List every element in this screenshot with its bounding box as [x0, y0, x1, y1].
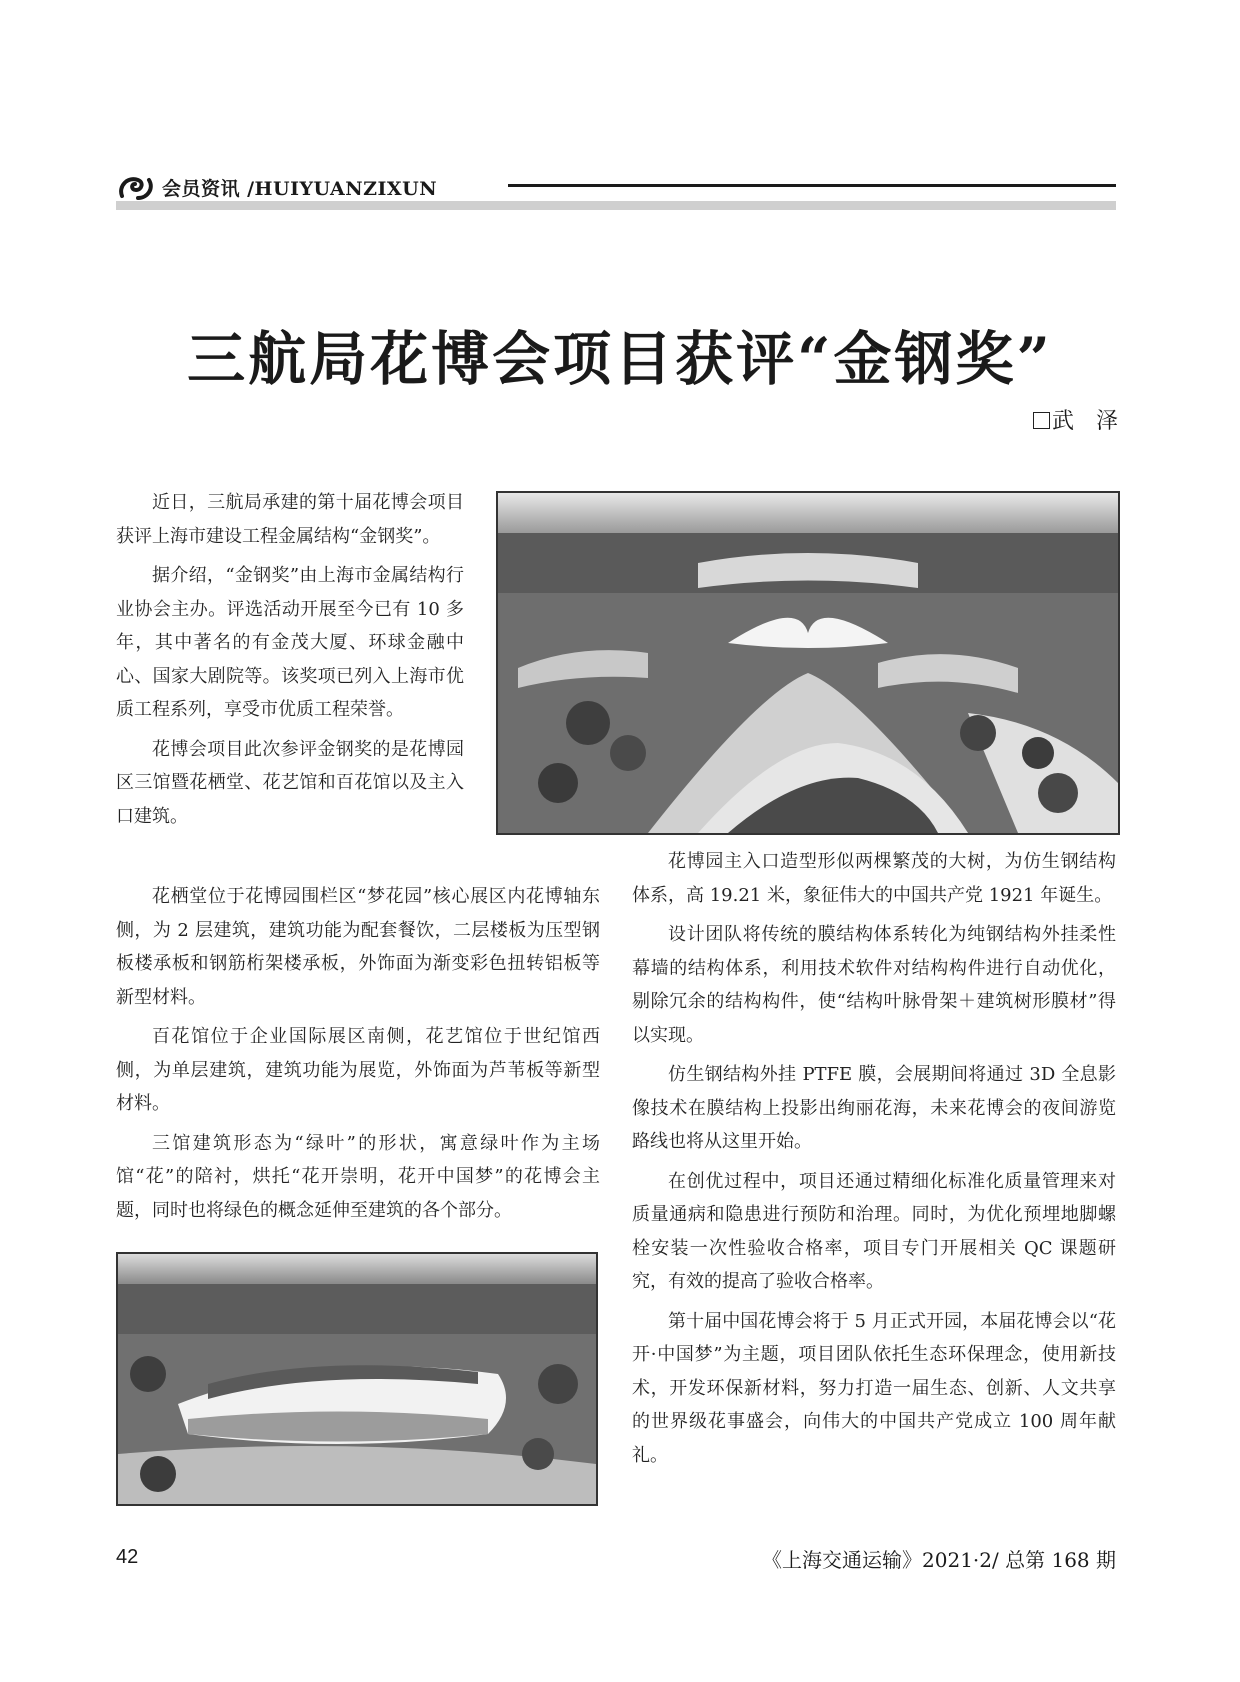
paragraph: 花栖堂位于花博园围栏区“梦花园”核心展区内花博轴东侧，为 2 层建筑，建筑功能为配套餐饮，二层楼板为压型钢板楼承板和钢筋桁架楼承板，外饰面为渐变彩色扭转铝板等新型材料。	[116, 886, 600, 1008]
paragraph: 仿生钢结构外挂 PTFE 膜，会展期间将通过 3D 全息影像技术在膜结构上投影出绚丽花海，未来花博会的夜间游览路线也将从这里开始。	[632, 1064, 1116, 1152]
left-column-top	[116, 486, 464, 839]
header-gray-bar	[116, 201, 1116, 210]
right-column	[632, 845, 1116, 1478]
header-rule	[508, 184, 1116, 187]
article-title: 三航局花博会项目获评“金钢奖”	[187, 325, 1053, 393]
section-header	[116, 168, 1116, 208]
page-number: 42	[116, 1546, 139, 1568]
article-author	[1033, 404, 1118, 435]
paragraph: 百花馆位于企业国际展区南侧，花艺馆位于世纪馆西侧，为单层建筑，建筑功能为展览，外饰面为芦苇板等新型材料。	[116, 1026, 600, 1114]
section-label: 会员资讯 /HUIYUANZIXUN	[162, 178, 438, 200]
author-name: 武 泽	[1051, 409, 1118, 434]
paragraph: 花博会项目此次参评金钢奖的是花博园区三馆暨花栖堂、花艺馆和百花馆以及主入口建筑。	[116, 738, 464, 827]
paragraph: 第十届中国花博会将于 5 月正式开园，本届花博会以“花开·中国梦”为主题，项目团队依托生态环保理念，使用新技术，开发环保新材料，努力打造一届生态、创新、人文共享的世界级花事盛会，向伟大的中国共产党成立 100 周年献礼。	[632, 1310, 1116, 1466]
paragraph: 近日，三航局承建的第十届花博会项目获评上海市建设工程金属结构“金钢奖”。	[116, 492, 464, 547]
author-box-icon	[1033, 412, 1050, 429]
paragraph: 设计团队将传统的膜结构体系转化为纯钢结构外挂柔性幕墙的结构体系，利用技术软件对结构构件进行自动优化，剔除冗余的结构构件，使“结构叶脉骨架＋建筑树形膜材”得以实现。	[632, 924, 1116, 1046]
paragraph: 在创优过程中，项目还通过精细化标准化质量管理来对质量通病和隐患进行预防和治理。同时，为优化预埋地脚螺栓安装一次性验收合格率，项目专门开展相关 QC 课题研究，有效的提高了验收合格率。	[632, 1170, 1116, 1292]
paragraph: 花博园主入口造型形似两棵繁茂的大树，为仿生钢结构体系，高 19.21 米，象征伟大的中国共产党 1921 年诞生。	[632, 851, 1116, 906]
paragraph: 据介绍，“金钢奖”由上海市金属结构行业协会主办。评选活动开展至今已有 10 多年，其中著名的有金茂大厦、环球金融中心、国家大剧院等。该奖项已列入上海市优质工程系列，享受市优质工程荣誉。	[116, 565, 464, 720]
aerial-photo-pavilion	[116, 1252, 598, 1506]
left-column-bottom	[116, 880, 600, 1233]
aerial-photo-main-entrance	[496, 491, 1120, 835]
paragraph: 三馆建筑形态为“绿叶”的形状，寓意绿叶作为主场馆“花”的陪衬，烘托“花开崇明，花开中国梦”的花博会主题，同时也将绿色的概念延伸至建筑的各个部分。	[116, 1132, 600, 1221]
swirl-logo-icon	[116, 172, 156, 202]
journal-issue: 《上海交通运输》2021·2/ 总第 168 期	[762, 1548, 1116, 1572]
